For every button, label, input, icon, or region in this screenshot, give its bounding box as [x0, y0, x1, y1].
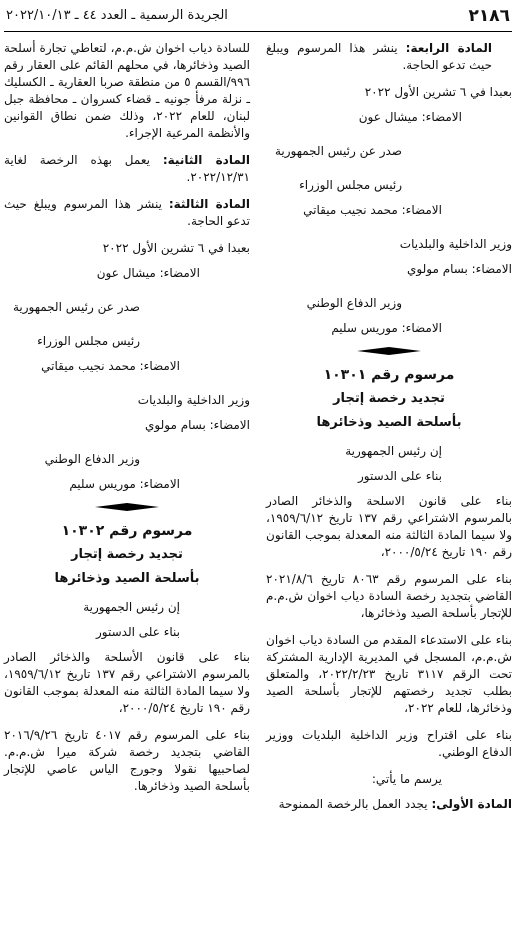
preamble-paragraph-2: بناء على المرسوم رقم ٤٠١٧ تاريخ ٢٠١٦/٩/٢٦ القاضي بتجديد رخصة شركة ميرا ش.م.م. لصاحبيها نقولا وجورج الياس عاصي للإتجار بأسلحة الصيد وذخائرها.: [4, 728, 250, 793]
article-text: ينشر هذا المرسوم ويبلغ حيث تدعو الحاجة.: [266, 41, 492, 72]
issued-by: صدر عن رئيس الجمهورية: [274, 144, 402, 158]
decree-title-line1: تجديد رخصة إتجار: [71, 547, 183, 562]
decree-title-line2: بأسلحة الصيد وذخائرها: [54, 571, 200, 586]
sign-date: بعبدا في ٦ تشرين الأول ٢٠٢٢: [102, 241, 250, 255]
preamble-president: إن رئيس الجمهورية: [345, 444, 442, 458]
signature-defense: الامضاء: موريس سليم: [331, 321, 442, 335]
article-text: ينشر هذا المرسوم ويبلغ حيث تدعو الحاجة.: [4, 197, 250, 228]
defense-minister-title: وزير الدفاع الوطني: [44, 452, 140, 466]
preamble-paragraph-1: بناء على قانون الاسلحة والذخائر الصادر بالمرسوم الاشتراعي رقم ١٣٧ تاريخ ١٩٥٩/٦/١٢، ولا سيما المادة الثالثة منه المعدلة بموجب القانون رقم ١٩٠ تاريخ ٢٠٠٠/٥/٢٤،: [266, 494, 513, 559]
decree-number: مرسوم رقم ١٠٣٠٢: [61, 523, 193, 539]
header-rule: [4, 31, 512, 32]
decree-number: مرسوم رقم ١٠٣٠١: [323, 367, 455, 383]
article-1-continued: للسادة دياب اخوان ش.م.م، لتعاطي تجارة أسلحة الصيد وذخائرها، في محلهم القائم على العقار رقم ٩٩٦/القسم ٥ من منطقة صربا العقارية ـ الكسليك ـ نزلة مرفأ جونيه ـ قضاء كسروان ـ محافظة جبل لبنان، للعام ٢٠٢٢، وذلك ضمن نطاق القوانين والأنظمة المرعية الإجراء.: [4, 41, 251, 140]
section-divider: [266, 347, 512, 355]
decree-heading: [4, 519, 250, 591]
signature-interior: الامضاء: بسام مولوي: [145, 418, 250, 432]
preamble-constitution: بناء على الدستور: [358, 469, 442, 483]
article-label: المادة الأولى:: [431, 797, 512, 811]
interior-minister-title: وزير الداخلية والبلديات: [399, 237, 512, 251]
interior-minister-title: وزير الداخلية والبلديات: [137, 393, 250, 407]
signature-defense: الامضاء: موريس سليم: [69, 477, 180, 491]
article-4: [266, 40, 512, 74]
decrees-line: يرسم ما يأتي:: [371, 772, 442, 786]
defense-minister-title: وزير الدفاع الوطني: [306, 296, 402, 310]
article-label: المادة الثالثة:: [168, 197, 250, 211]
right-column: [266, 40, 512, 823]
preamble-paragraph-2: بناء على المرسوم رقم ٨٠٦٣ تاريخ ٢٠٢١/٨/٦ القاضي بتجديد رخصة السادة دياب اخوان ش.م.م للإتجار بأسلحة الصيد وذخائرها،: [266, 572, 513, 620]
signature-pm: الامضاء: محمد نجيب ميقاتي: [303, 203, 442, 217]
signature-pm: الامضاء: محمد نجيب ميقاتي: [41, 359, 180, 373]
issued-by: صدر عن رئيس الجمهورية: [12, 300, 140, 314]
pm-title: رئيس مجلس الوزراء: [299, 178, 402, 192]
page-header: [4, 6, 512, 28]
preamble-paragraph-3: بناء على الاستدعاء المقدم من السادة دياب اخوان ش.م.م، المسجل في المديرية الإدارية المشتركة تحت الرقم ٣١١٧ تاريخ ٢٠٢٢/٢/٢٣، والمتعلق بطلب تجديد رخصتهم للإتجار بأسلحة الصيد وذخائرها، للعام ٢٠٢٢،: [266, 633, 512, 715]
decree-title-line2: بأسلحة الصيد وذخائرها: [316, 415, 462, 430]
decree-title-line1: تجديد رخصة إتجار: [333, 391, 445, 406]
article-text: يعمل بهذه الرخصة لغاية ٢٠٢٢/١٢/٣١.: [4, 153, 250, 184]
section-divider: [4, 503, 250, 511]
decree-heading: [266, 363, 512, 435]
signature-president: الامضاء: ميشال عون: [358, 110, 462, 124]
article-3: [4, 196, 250, 230]
page-number: ٢١٨٦: [468, 6, 510, 26]
article-1: [266, 796, 512, 813]
preamble-president: إن رئيس الجمهورية: [83, 600, 180, 614]
article-2: [4, 152, 250, 186]
preamble-paragraph-1: بناء على قانون الأسلحة والذخائر الصادر بالمرسوم الاشتراعي رقم ١٣٧ تاريخ ١٩٥٩/٦/١٢، ولا سيما المادة الثالثة منه المعدلة بموجب القانون رقم ١٩٠ تاريخ ٢٠٠٠/٥/٢٤،: [4, 650, 251, 715]
pm-title: رئيس مجلس الوزراء: [37, 334, 140, 348]
left-column: [4, 40, 250, 805]
article-text: يجدد العمل بالرخصة الممنوحة: [278, 797, 428, 811]
article-label: المادة الرابعة:: [405, 41, 492, 55]
article-label: المادة الثانية:: [162, 153, 250, 167]
preamble-constitution: بناء على الدستور: [96, 625, 180, 639]
publication-line: الجريدة الرسمية ـ العدد ٤٤ ـ ٢٠٢٢/١٠/١٣: [6, 8, 228, 23]
sign-date: بعبدا في ٦ تشرين الأول ٢٠٢٢: [364, 85, 512, 99]
signature-interior: الامضاء: بسام مولوي: [407, 262, 512, 276]
preamble-paragraph-4: بناء على اقتراح وزير الداخلية البلديات ووزير الدفاع الوطني.: [266, 728, 512, 759]
signature-president: الامضاء: ميشال عون: [96, 266, 200, 280]
